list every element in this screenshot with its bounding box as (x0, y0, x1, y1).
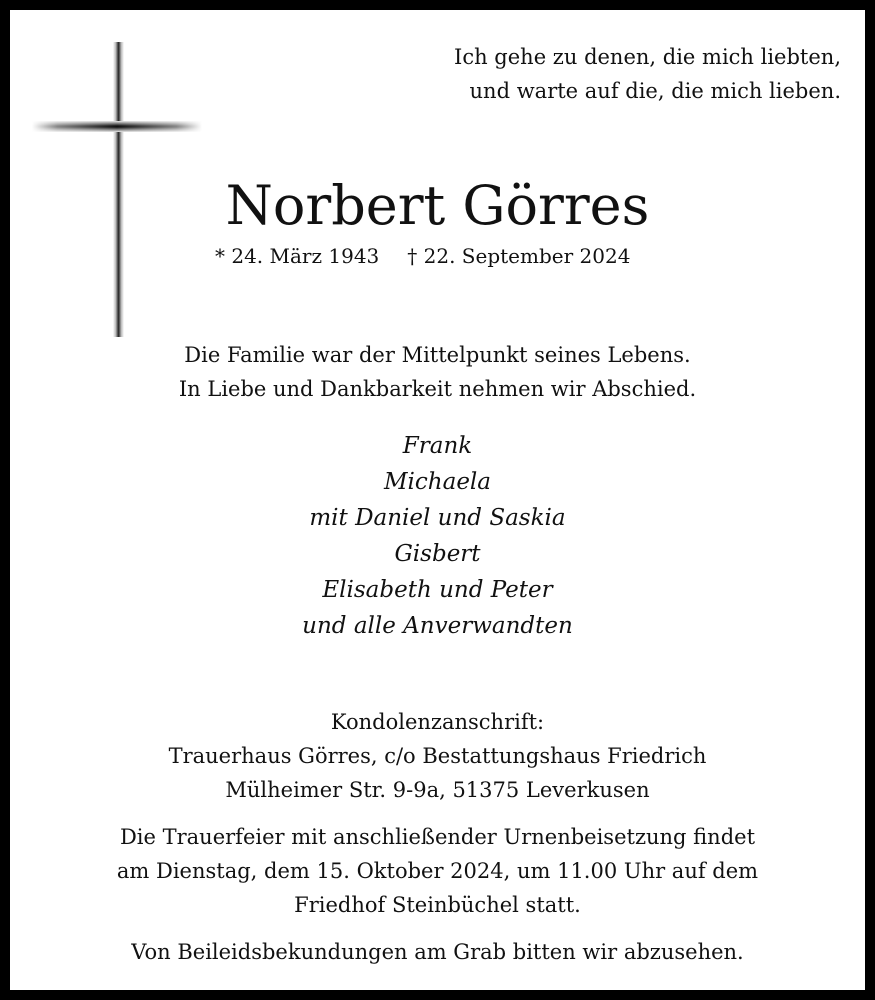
condolence-line: Kondolenzanschrift: (330, 710, 545, 734)
lead-line: Die Familie war der Mittelpunkt seines Lebens. (184, 343, 691, 367)
condolence-address (10, 705, 865, 807)
quote-line: und warte auf die, die mich lieben. (469, 79, 841, 103)
ceremony-line: Friedhof Steinbüchel statt. (294, 893, 581, 917)
birth-date: * 24. März 1943 (215, 244, 380, 268)
deceased-name: Norbert Görres (225, 174, 650, 237)
mourner: und alle Anverwandten (302, 613, 573, 639)
mourner: mit Daniel und Saskia (309, 505, 566, 531)
ceremony-line: am Dienstag, dem 15. Oktober 2024, um 11.00 Uhr auf dem (116, 859, 759, 883)
death-date: † 22. September 2024 (407, 244, 631, 268)
mourner: Frank (402, 433, 473, 459)
mourners-list (10, 428, 865, 644)
quote-line: Ich gehe zu denen, die mich liebten, (454, 45, 841, 69)
lead-line: In Liebe und Dankbarkeit nehmen wir Abschied. (178, 377, 697, 401)
ceremony-info (10, 820, 865, 922)
life-dates (215, 241, 630, 271)
mourner: Michaela (384, 469, 491, 495)
obituary-card (10, 10, 865, 990)
lead-text (10, 338, 865, 406)
mourner: Gisbert (394, 541, 481, 567)
quote (454, 40, 841, 108)
closing-note: Von Beileidsbekundungen am Grab bitten wir abzusehen. (131, 940, 744, 964)
condolence-line: Mülheimer Str. 9-9a, 51375 Leverkusen (225, 778, 650, 802)
condolence-line: Trauerhaus Görres, c/o Bestattungshaus Friedrich (168, 744, 707, 768)
cross-icon-crossbar (32, 121, 202, 132)
mourner: Elisabeth und Peter (322, 577, 553, 603)
ceremony-line: Die Trauerfeier mit anschließender Urnenbeisetzung findet (119, 825, 756, 849)
